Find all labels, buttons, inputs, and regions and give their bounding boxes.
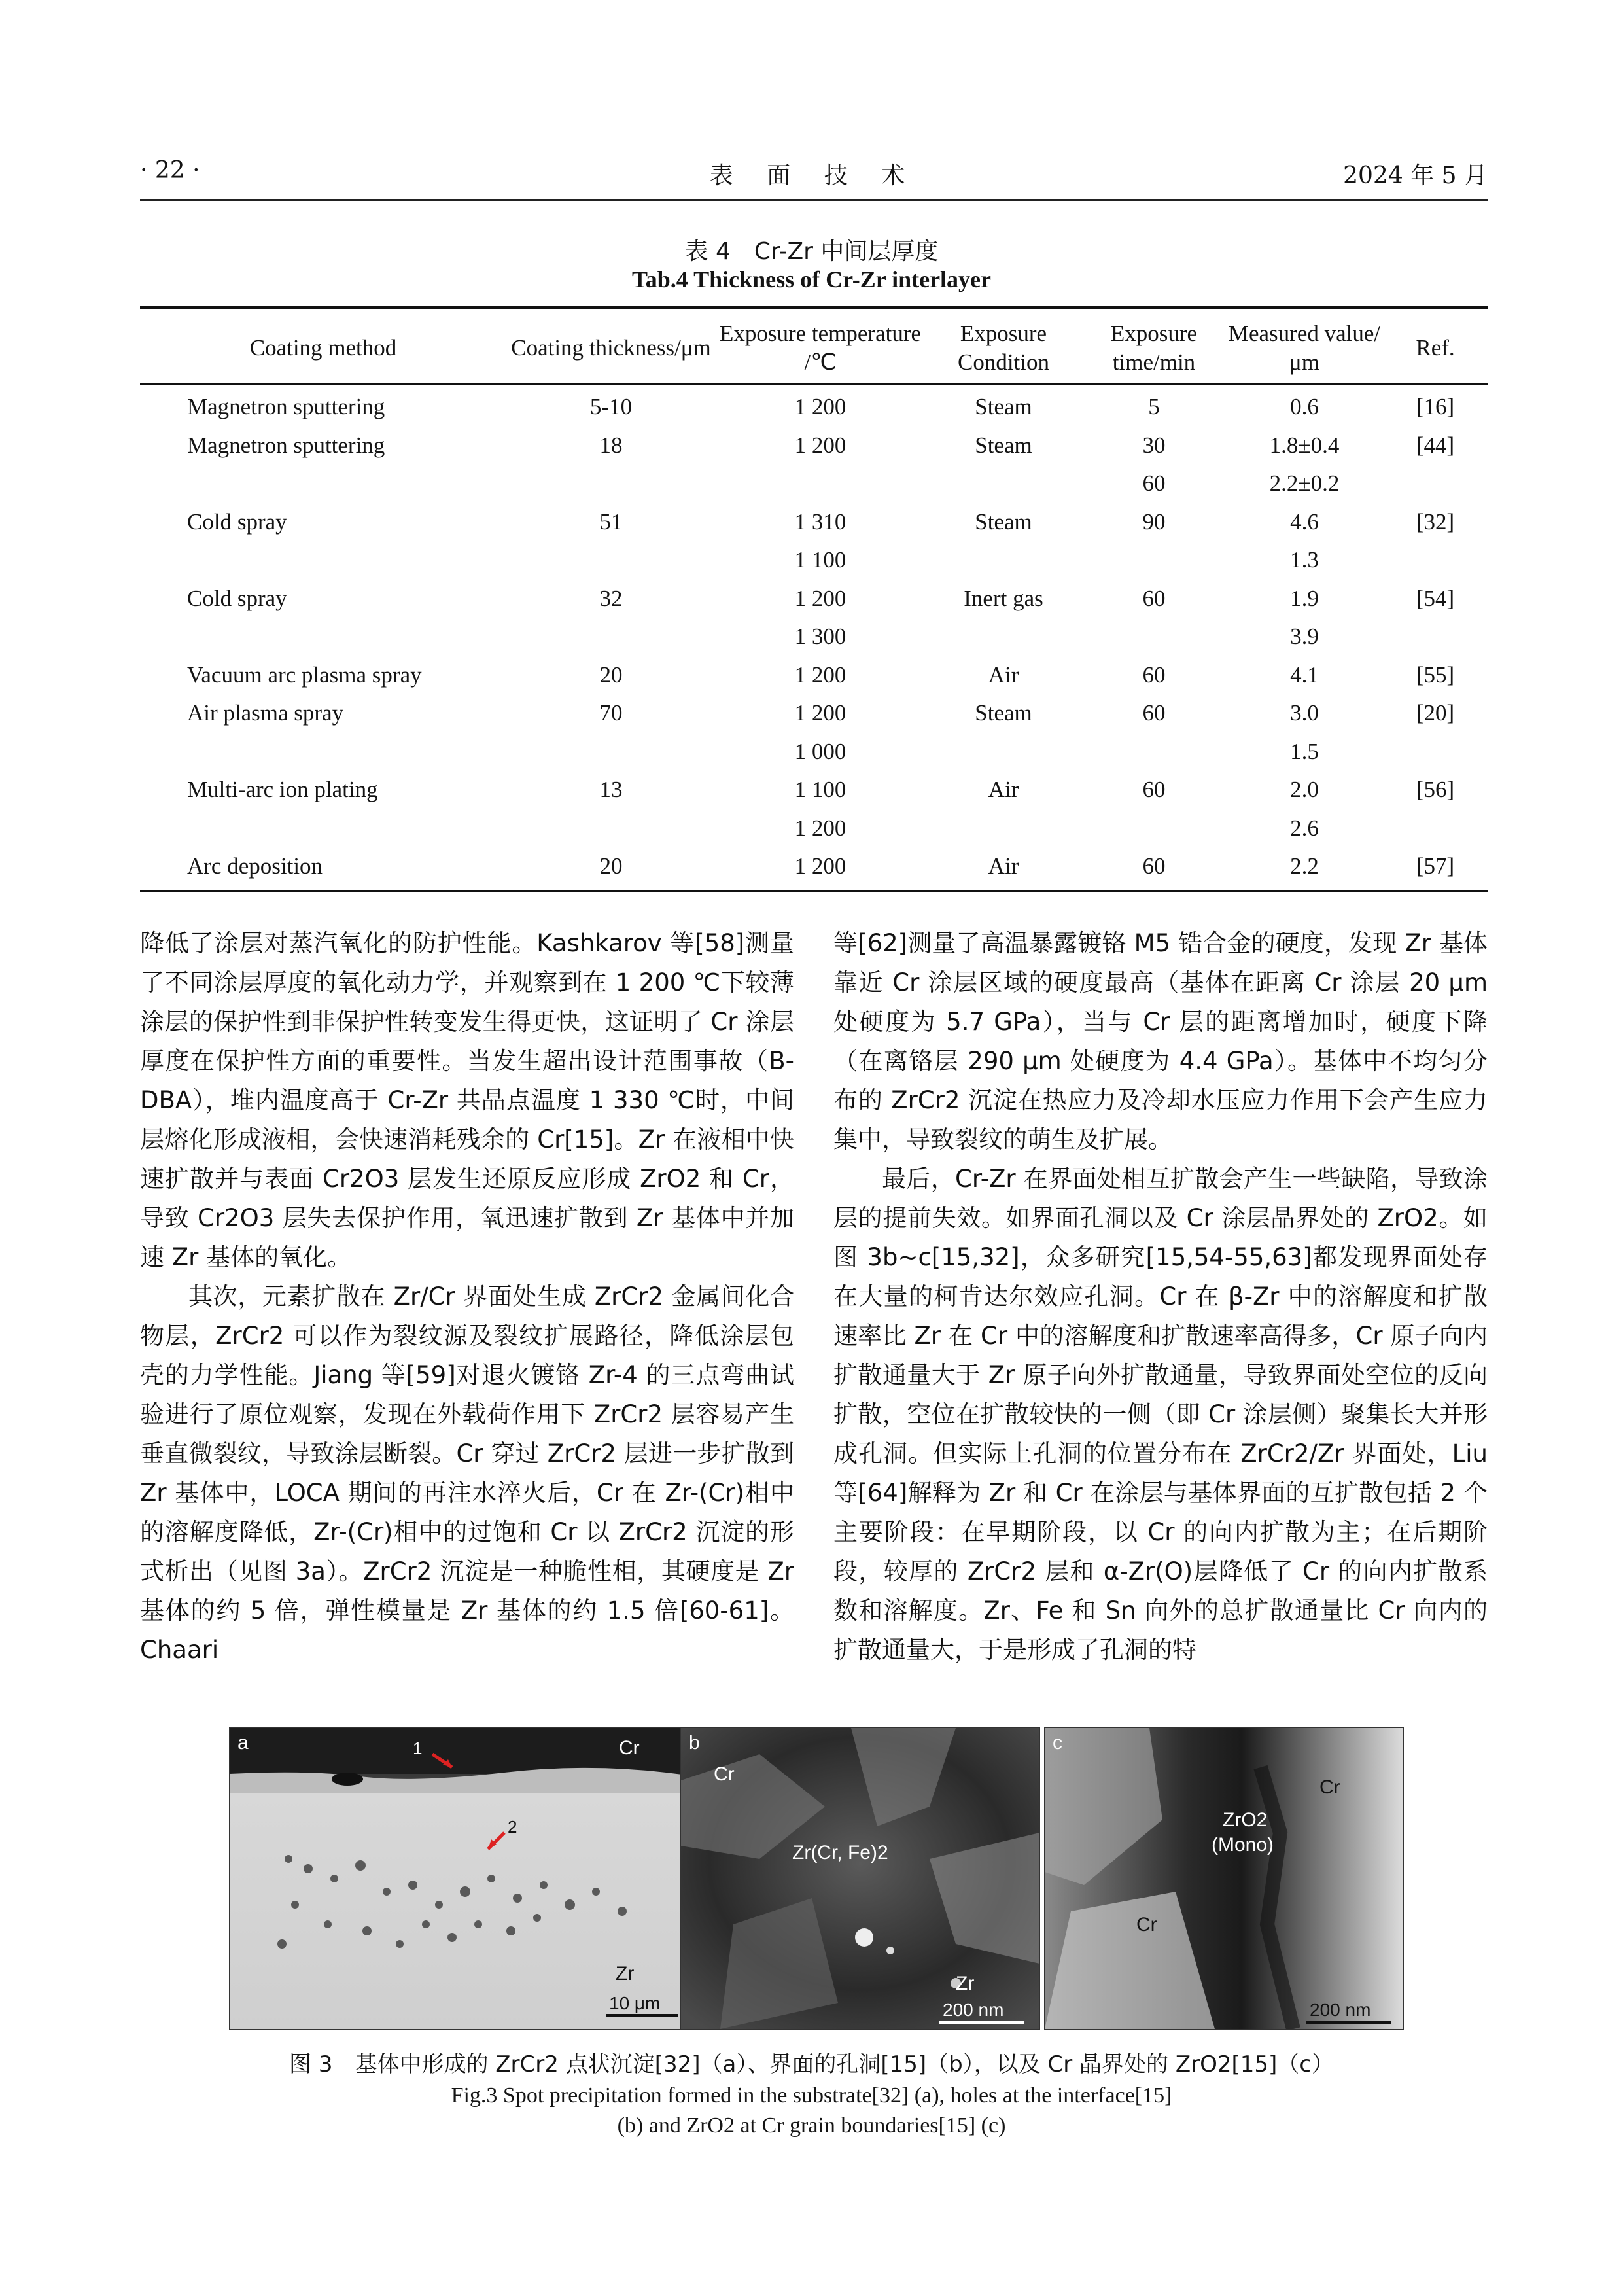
table-cell: Magnetron sputtering: [187, 394, 385, 419]
column-header: Exposure Condition: [957, 321, 1050, 375]
panel-letter: a: [237, 1732, 249, 1754]
data-table: [140, 306, 1488, 895]
column-header: Exposure temperature /℃: [719, 321, 922, 375]
table-cell: 60: [1142, 662, 1166, 688]
table-cell: 32: [599, 585, 623, 611]
table-cell: 5-10: [589, 394, 633, 419]
table-cell: [57]: [1416, 853, 1455, 879]
panel-letter: c: [1053, 1732, 1062, 1754]
table-cell: 1 200: [794, 432, 846, 458]
table-cell: 51: [599, 508, 623, 535]
paragraph: 等[62]测量了高温暴露镀铬 M5 锆合金的硬度，发现 Zr 基体靠近 Cr 涂层区域的硬度最高（基体在距离 Cr 涂层 20 μm 处硬度为 5.7 GPa），当与 Cr 层的距离增加时，硬度下降（在离铬层 290 μm 处硬度为 4.4 GPa）。基体中不均匀分布的 ZrCr2 沉淀在热应力及冷却水压应力作用下会产生应力集中，导致裂纹的萌生及扩展。: [833, 929, 1488, 1154]
tem-micrograph-c: [1045, 1728, 1403, 2029]
table-cell: 1 000: [794, 738, 846, 764]
paragraph: 最后，Cr-Zr 在界面处相互扩散会产生一些缺陷，导致涂层的提前失效。如界面孔洞以及 Cr 涂层晶界处的 ZrO2。如图 3b~c[15,32]，众多研究[15,54-55,63]都发现界面处存在大量的柯肯达尔效应孔洞。Cr 在 β-Zr 中的溶解度和扩散速率比 Zr 在 Cr 中的溶解度和扩散速率高得多，Cr 原子向内扩散通量大于 Zr 原子向外扩散通量，导致界面处空位的反向扩散，空位在扩散较快的一侧（即 Cr 涂层侧）聚集长大并形成孔洞。但实际上孔洞的位置分布在 ZrCr2/Zr 界面处，Liu 等[64]解释为 Zr 和 Cr 在涂层与基体界面的互扩散包括 2 个主要阶段：在早期阶段，以 Cr 的向内扩散为主；在后期阶段，较厚的 ZrCr2 层和 α-Zr(O)层降低了 Cr 的向内扩散系数和溶解度。Zr、Fe 和 Sn 向外的总扩散通量比 Cr 向内的扩散通量大，于是形成了孔洞的特: [833, 1165, 1488, 1664]
table-cell: 60: [1142, 853, 1166, 879]
figure-panel-c: [1044, 1727, 1404, 2030]
table-cell: Air: [988, 777, 1019, 802]
table-cell: 2.2±0.2: [1269, 470, 1340, 496]
column-header: Ref.: [1416, 335, 1455, 361]
table-cell: Air: [988, 853, 1019, 879]
table-cell: [55]: [1416, 662, 1455, 688]
table-cell: 20: [599, 662, 623, 688]
phase-label: Cr: [1136, 1914, 1157, 1935]
table-cell: Cold spray: [187, 585, 287, 611]
table-top-rule: [140, 306, 1488, 309]
table-cell: Multi-arc ion plating: [187, 777, 378, 802]
table-cell: 1 200: [794, 585, 846, 611]
table-cell: Steam: [975, 394, 1032, 419]
figure-caption-en-line2: (b) and ZrO2 at Cr grain boundaries[15] (c): [617, 2113, 1006, 2138]
page-number: · 22 ·: [140, 157, 200, 184]
tem-micrograph-b: [681, 1728, 1039, 2029]
table-cell: Inert gas: [964, 585, 1043, 611]
table-cell: Magnetron sputtering: [187, 432, 385, 458]
scale-bar-label: 200 nm: [1310, 2000, 1371, 2020]
phase-label: Zr(Cr, Fe)2: [792, 1842, 888, 1863]
text-column-left: [140, 924, 794, 1670]
panel-letter: b: [689, 1732, 700, 1754]
header-rule: [140, 199, 1488, 201]
phase-label: Cr: [1319, 1776, 1340, 1798]
paragraph: 降低了涂层对蒸汽氧化的防护性能。Kashkarov 等[58]测量了不同涂层厚度的氧化动力学，并观察到在 1 200 ℃下较薄涂层的保护性到非保护性转变发生得更快，这证明了 Cr 涂层厚度在保护性方面的重要性。当发生超出设计范围事故（B-DBA），堆内温度高于 Cr-Zr 共晶点温度 1 330 ℃时，中间层熔化形成液相，会快速消耗残余的 Cr[15]。Zr 在液相中快速扩散并与表面 Cr2O3 层发生还原反应形成 ZrO2 和 Cr，导致 Cr2O3 层失去保护作用，氧迅速扩散到 Zr 基体中并加速 Zr 基体的氧化。: [140, 929, 794, 1271]
table-cell: [32]: [1416, 508, 1455, 535]
table-cell: [54]: [1416, 585, 1455, 611]
table-cell: 2.2: [1290, 853, 1319, 879]
table-cell: 70: [599, 700, 623, 726]
table-cell: Cold spray: [187, 508, 287, 535]
table-cell: 2.6: [1290, 815, 1319, 841]
table-cell: [16]: [1416, 394, 1455, 419]
arrow-label: 1: [413, 1739, 423, 1758]
table-cell: 30: [1142, 432, 1166, 458]
figure-caption-zh: 图 3 基体中形成的 ZrCr2 点状沉淀[32]（a）、界面的孔洞[15]（b），以及 Cr 晶界处的 ZrO2[15]（c）: [289, 2051, 1334, 2077]
paragraph: 其次，元素扩散在 Zr/Cr 界面处生成 ZrCr2 金属间化合物层，ZrCr2 可以作为裂纹源及裂纹扩展路径，降低涂层包壳的力学性能。Jiang 等[59]对退火镀铬 Zr-4 的三点弯曲试验进行了原位观察，发现在外载荷作用下 ZrCr2 层容易产生垂直微裂纹，导致涂层断裂。Cr 穿过 ZrCr2 层进一步扩散到 Zr 基体中，LOCA 期间的再注水淬火后，Cr 在 Zr-(Cr)相中的溶解度降低，Zr-(Cr)相中的过饱和 Cr 以 ZrCr2 沉淀的形式析出（见图 3a）。ZrCr2 沉淀是一种脆性相，其硬度是 Zr 基体的约 5 倍，弹性模量是 Zr 基体的约 1.5 倍[60-61]。Chaari: [140, 1282, 794, 1664]
table-cell: 1 100: [794, 547, 846, 573]
column-header: Coating thickness/μm: [511, 335, 711, 361]
table-cell: 1 200: [794, 662, 846, 688]
table-cell: 4.1: [1290, 662, 1319, 688]
table-cell: 1 200: [794, 815, 846, 841]
table-cell: 1.8±0.4: [1269, 432, 1340, 458]
table-cell: 0.6: [1290, 394, 1319, 419]
table-cell: Arc deposition: [187, 853, 323, 879]
table-cell: 60: [1142, 777, 1166, 802]
figure-panel-a: [229, 1727, 687, 2030]
table-cell: 1.9: [1290, 585, 1319, 611]
arrow-label: 2: [508, 1817, 517, 1837]
figure-caption-en-line1: Fig.3 Spot precipitation formed in the substrate[32] (a), holes at the interface[15]: [451, 2083, 1172, 2108]
table-cell: 1 200: [794, 700, 846, 726]
table-caption-en: Tab.4 Thickness of Cr-Zr interlayer: [631, 266, 992, 292]
sem-micrograph-a: [230, 1728, 686, 2029]
table-cell: 90: [1142, 508, 1166, 535]
figure-panel-b: [680, 1727, 1040, 2030]
table-cell: Steam: [975, 700, 1032, 726]
phase-label: Zr: [616, 1963, 635, 1985]
table-cell: 1 200: [794, 853, 846, 879]
table-cell: 60: [1142, 470, 1166, 496]
text-column-right: [833, 924, 1488, 1670]
table-cell: 1 310: [794, 508, 846, 535]
journal-title: 表 面 技 术: [709, 162, 918, 189]
table-cell: 1.3: [1290, 547, 1319, 573]
table-cell: [44]: [1416, 432, 1455, 458]
table-cell: 20: [599, 853, 623, 879]
table-cell: 4.6: [1290, 508, 1319, 535]
table-cell: 1 100: [794, 777, 846, 802]
phase-label: Cr: [714, 1763, 735, 1785]
phase-label: Cr: [619, 1737, 640, 1759]
table-cell: 2.0: [1290, 777, 1319, 802]
phase-label: Zr: [956, 1973, 975, 1994]
table-cell: 1.5: [1290, 738, 1319, 764]
table-cell: Steam: [975, 508, 1032, 535]
table-cell: 60: [1142, 700, 1166, 726]
scale-bar-label: 200 nm: [943, 2000, 1004, 2020]
table-cell: 60: [1142, 585, 1166, 611]
table-caption-zh: 表 4 Cr-Zr 中间层厚度: [684, 238, 939, 265]
column-header: Measured value/μm: [1228, 321, 1381, 375]
table-cell: [56]: [1416, 777, 1455, 802]
table-cell: 1 200: [794, 394, 846, 419]
table-cell: 18: [599, 432, 623, 458]
phase-label: ZrO2: [1223, 1809, 1268, 1831]
column-header: Exposure time/min: [1110, 321, 1198, 375]
table-cell: 5: [1148, 394, 1160, 419]
scale-bar-label: 10 μm: [609, 1993, 661, 2013]
table-bottom-rule: [140, 890, 1488, 892]
table-cell: 3.0: [1290, 700, 1319, 726]
table-cell: Air: [988, 662, 1019, 688]
phase-label: (Mono): [1212, 1834, 1274, 1856]
table-cell: Air plasma spray: [187, 700, 344, 726]
table-cell: 3.9: [1290, 624, 1319, 649]
table-cell: Vacuum arc plasma spray: [187, 662, 422, 688]
table-cell: [20]: [1416, 700, 1455, 726]
table-header-rule: [140, 383, 1488, 385]
issue-date: 2024 年 5 月: [1343, 162, 1488, 189]
table-cell: Steam: [975, 432, 1032, 458]
table-cell: 13: [599, 777, 623, 802]
page-header: [140, 157, 1488, 196]
table-cell: 1 300: [794, 624, 846, 649]
column-header: Coating method: [249, 335, 397, 361]
